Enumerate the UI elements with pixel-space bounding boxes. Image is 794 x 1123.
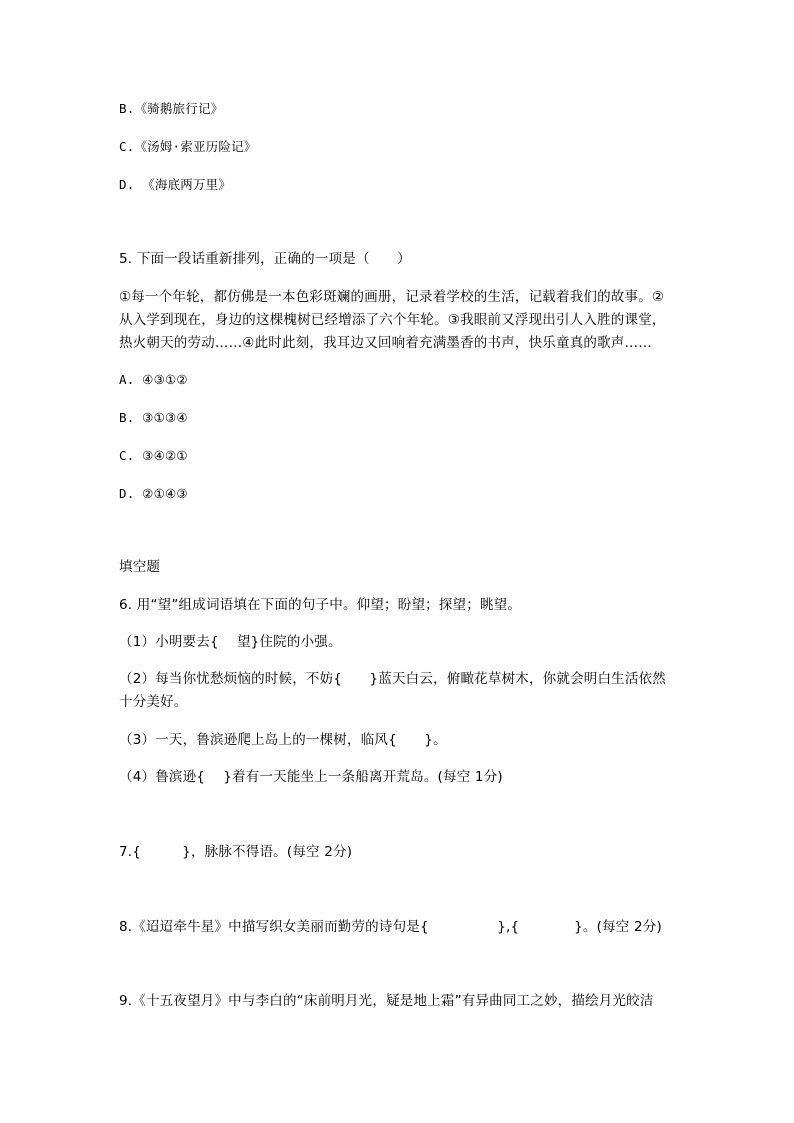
section-title: 填空题 xyxy=(119,559,161,575)
option-q5-a: A. ④③①② xyxy=(119,372,188,387)
question-6-item-1: （1）小明要去{ 望}住院的小强。 xyxy=(119,634,342,650)
option-q5-b: B. ③①③④ xyxy=(119,410,188,425)
question-6-item-3: （3）一天，鲁滨逊爬上岛上的一棵树，临风{ }。 xyxy=(119,732,447,748)
option-q4-c: C.《汤姆·索亚历险记》 xyxy=(119,139,257,154)
question-6-item-2: （2）每当你忧愁烦恼的时候，不妨{ }蓝天白云，俯瞰花草树木，你就会明白生活依然 xyxy=(119,671,666,687)
option-q5-d: D. ②①④③ xyxy=(119,486,188,501)
option-q5-c: C. ③④②① xyxy=(119,448,188,463)
option-q4-b: B.《骑鹅旅行记》 xyxy=(119,101,224,116)
question-5-passage-line-3: 热火朝天的劳动……④此时此刻，我耳边又回响着充满墨香的书声，快乐童真的歌声…… xyxy=(119,335,652,351)
question-5-stem: 5. 下面一段话重新排列，正确的一项是（ ） xyxy=(119,251,411,267)
question-6-item-4: （4）鲁滨逊{ }着有一天能坐上一条船离开荒岛。(每空 1分) xyxy=(119,769,503,785)
question-7: 7.{ }，脉脉不得语。(每空 2分) xyxy=(119,844,353,860)
question-6-stem: 6. 用“望”组成词语填在下面的句子中。仰望；盼望；探望；眺望。 xyxy=(119,597,522,613)
question-9: 9.《十五夜望月》中与李白的“床前明月光，疑是地上霜”有异曲同工之妙，描绘月光皎洁 xyxy=(119,993,654,1009)
question-5-passage-line-2: 从入学到现在，身边的这棵槐树已经增添了六个年轮。③我眼前又浮现出引人入胜的课堂， xyxy=(119,312,666,328)
question-6-item-2-continued: 十分美好。 xyxy=(119,694,188,710)
option-q4-d: D. 《海底两万里》 xyxy=(119,177,232,192)
question-8: 8.《迢迢牵牛星》中描写织女美丽而勤劳的诗句是{ },{ }。(每空 2分) xyxy=(119,919,662,935)
question-5-passage-line-1: ①每一个年轮，都仿佛是一本色彩斑斓的画册，记录着学校的生活，记载着我们的故事。② xyxy=(119,289,665,305)
